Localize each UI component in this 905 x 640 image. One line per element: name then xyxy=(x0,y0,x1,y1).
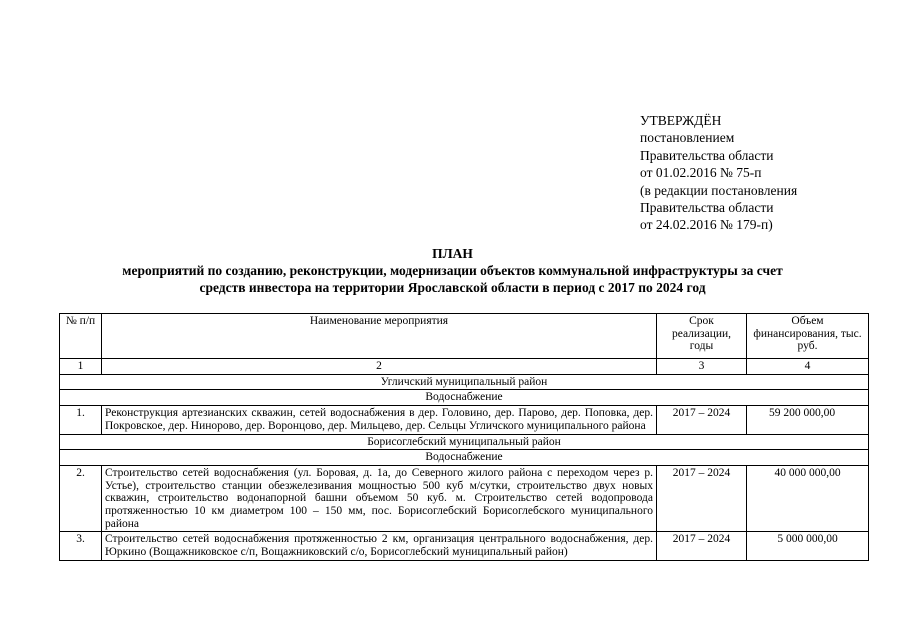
category-row xyxy=(60,390,869,406)
category-name: Водоснабжение xyxy=(60,450,869,466)
header-amount: Объем финансирования, тыс. руб. xyxy=(747,314,869,359)
approval-line: постановлением xyxy=(640,130,735,146)
col-number: 1 xyxy=(60,359,102,375)
header-num: № п/п xyxy=(60,314,102,359)
district-name: Угличский муниципальный район xyxy=(60,374,869,390)
row-num: 2. xyxy=(60,465,102,532)
approval-stamp xyxy=(640,112,797,234)
table-row xyxy=(60,406,869,434)
plan-subtitle-line2: средств инвестора на территории Ярославской области в период с 2017 по 2024 год xyxy=(199,280,706,295)
header-term: Срок реализации, годы xyxy=(657,314,747,359)
row-term: 2017 – 2024 xyxy=(657,465,747,532)
row-term: 2017 – 2024 xyxy=(657,532,747,560)
district-name: Борисоглебский муниципальный район xyxy=(60,434,869,450)
plan-subtitle-line1: мероприятий по созданию, реконструкции, модернизации объектов коммунальной инфраструктуры за счет xyxy=(122,263,783,278)
district-row xyxy=(60,374,869,390)
header-name: Наименование мероприятия xyxy=(102,314,657,359)
document-title xyxy=(0,245,905,296)
approval-line: Правительства области xyxy=(640,200,774,216)
approval-line: от 01.02.2016 № 75-п xyxy=(640,165,762,181)
plan-table xyxy=(59,313,869,561)
row-name: Строительство сетей водоснабжения (ул. Боровая, д. 1а, до Северного жилого района с переходом через р. Устье), строительство станции обезжелезивания мощностью 500 куб м/сутки, строительство двух новых скважин, строительство водонапорной башни объемом 50 куб. м. Строительство сетей водопровода протяженностью 10 км диаметром 100 – 150 мм, пос. Борисоглебский Борисоглебского муниципального района xyxy=(102,465,657,532)
category-row xyxy=(60,450,869,466)
approval-line: УТВЕРЖДЁН xyxy=(640,113,722,128)
row-name: Строительство сетей водоснабжения протяженностью 2 км, организация центрального водоснабжения, дер. Юркино (Вощажниковское с/п, Вощажниковский с/о, Борисоглебский муниципальный район) xyxy=(102,532,657,560)
row-term: 2017 – 2024 xyxy=(657,406,747,434)
row-amount: 5 000 000,00 xyxy=(747,532,869,560)
row-amount: 40 000 000,00 xyxy=(747,465,869,532)
table-row xyxy=(60,465,869,532)
row-name: Реконструкция артезианских скважин, сетей водоснабжения в дер. Головино, дер. Парово, дер. Поповка, дер. Покровское, дер. Нинорово, дер. Воронцово, дер. Мильцево, дер. Сельцы Угличского муниципального района xyxy=(102,406,657,434)
row-num: 3. xyxy=(60,532,102,560)
column-number-row xyxy=(60,359,869,375)
col-number: 4 xyxy=(747,359,869,375)
category-name: Водоснабжение xyxy=(60,390,869,406)
district-row xyxy=(60,434,869,450)
col-number: 2 xyxy=(102,359,657,375)
col-number: 3 xyxy=(657,359,747,375)
plan-heading: ПЛАН xyxy=(432,246,473,261)
table-row xyxy=(60,532,869,560)
row-num: 1. xyxy=(60,406,102,434)
row-amount: 59 200 000,00 xyxy=(747,406,869,434)
approval-line: Правительства области xyxy=(640,147,774,163)
approval-line: от 24.02.2016 № 179-п) xyxy=(640,217,773,233)
table-header-row xyxy=(60,314,869,359)
approval-line: (в редакции постановления xyxy=(640,182,798,198)
